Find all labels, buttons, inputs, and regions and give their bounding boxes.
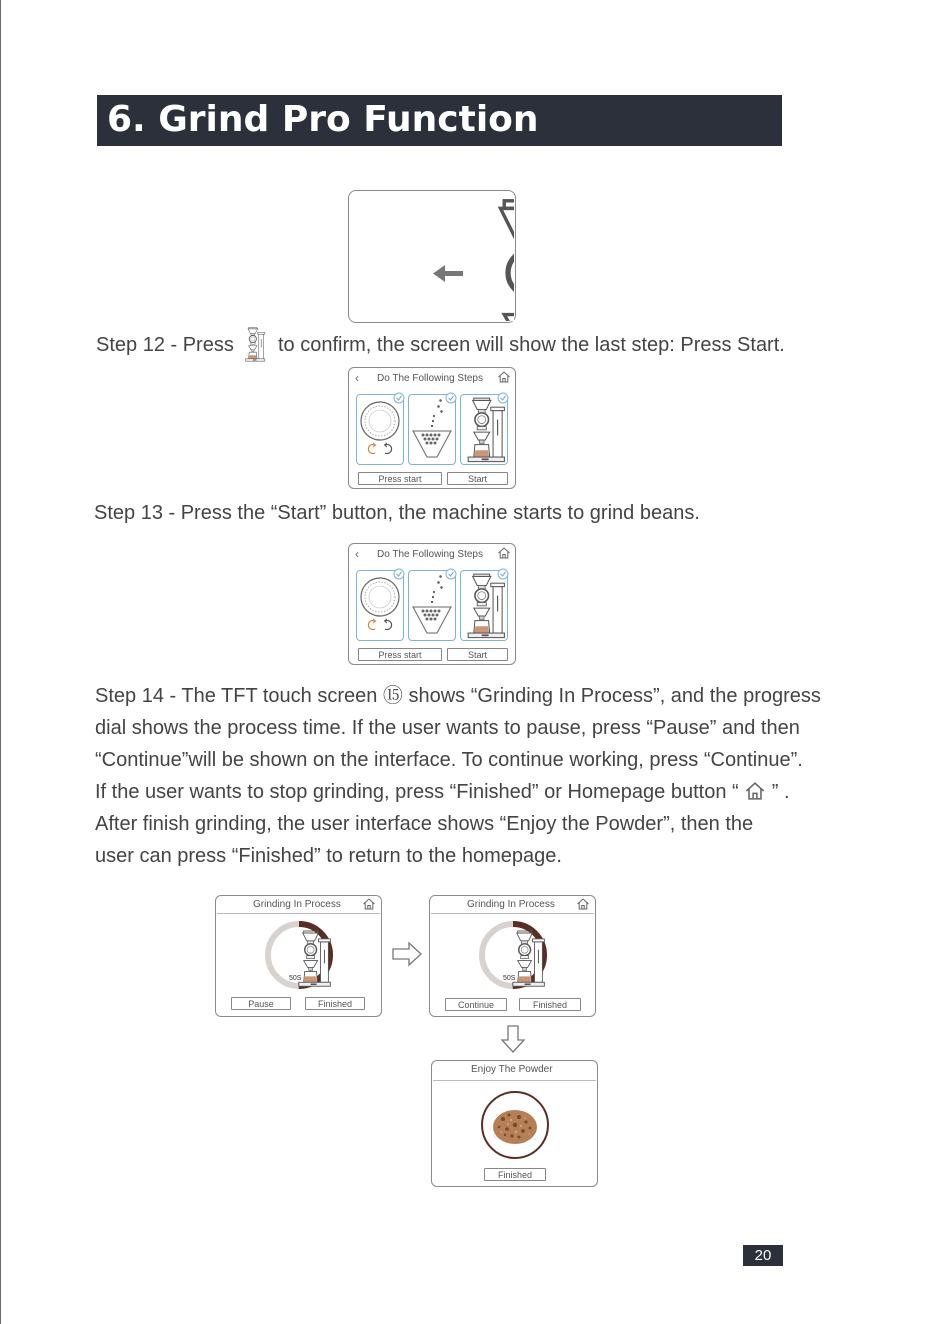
home-icon[interactable] [362,897,376,911]
page-left-rule [0,0,1,1324]
section-title: 6. Grind Pro Function [107,99,539,140]
grinding-title: Grinding In Process [467,899,555,910]
check-icon [497,568,509,580]
steps-screen-start [348,543,516,665]
grinding-title: Grinding In Process [253,899,341,910]
step-14-line-5: After finish grinding, the user interface shows “Enjoy the Powder”, then the [95,813,754,835]
start-button[interactable]: Start [447,648,508,661]
continue-button[interactable]: Continue [445,998,507,1011]
press-start-button[interactable]: Press start [358,472,442,485]
press-start-button[interactable]: Press start [358,648,442,661]
home-icon[interactable] [576,897,590,911]
grinding-screen-continue [429,895,596,1017]
step-14-text [95,680,821,872]
steps-screen-title: Do The Following Steps [377,373,483,384]
back-icon[interactable]: ‹ [355,371,359,385]
start-button[interactable]: Start [447,472,508,485]
step-12-after: to confirm, the screen will show the last step: Press Start. [277,334,785,356]
step-12-before: Step 12 - Press [96,334,234,356]
grinder-machine-icon [242,327,266,363]
step-14-line-6: user can press “Finished” to return to the homepage. [95,845,562,867]
home-icon [744,780,766,802]
check-icon [393,392,405,404]
step-panel-machine [460,570,508,641]
step-panel-dial [356,394,404,465]
check-icon [445,568,457,580]
page-number: 20 [754,1247,772,1264]
step-14-line-1: Step 14 - The TFT touch screen ⑮ shows “Grinding In Process”, and the progress [95,685,821,707]
arrow-down-icon [499,1024,527,1054]
step-14-line-4: If the user wants to stop grinding, press “Finished” or Homepage button “ [95,781,739,803]
back-icon[interactable]: ‹ [355,547,359,561]
page-number-box [743,1245,783,1266]
step-14-line-4-end: ” . [771,781,790,803]
step-13-text: Step 13 - Press the “Start” button, the machine starts to grind beans. [94,502,700,524]
steps-screen-title: Do The Following Steps [377,549,483,560]
grinding-time: 50S [503,975,516,982]
grinding-time: 50S [289,975,302,982]
finished-button[interactable]: Finished [484,1168,546,1181]
check-icon [497,392,509,404]
section-banner [97,95,782,146]
home-icon[interactable] [497,546,511,560]
step-14-line-2: dial shows the process time. If the user wants to pause, press “Pause” and then [95,717,800,739]
step-panel-beans [408,394,456,465]
coffee-powder-icon [479,1089,551,1161]
check-icon [393,568,405,580]
step-14-line-4-wrap [95,776,805,808]
home-icon[interactable] [497,370,511,384]
check-icon [445,392,457,404]
enjoy-title: Enjoy The Powder [471,1064,553,1075]
pause-button[interactable]: Pause [231,997,291,1010]
step-panel-machine [460,394,508,465]
finished-button[interactable]: Finished [305,997,365,1010]
enjoy-powder-screen [431,1060,598,1187]
arrow-right-icon [391,940,423,968]
pointer-arrow-icon [433,265,463,282]
grinding-screen-pause [215,895,382,1017]
machine-illustration [348,190,516,323]
step-panel-beans [408,570,456,641]
step-panel-dial [356,570,404,641]
step-14-line-3: “Continue”will be shown on the interface. To continue working, press “Continue”. [95,749,803,771]
steps-screen [348,367,516,489]
step-12-text [96,327,785,363]
finished-button[interactable]: Finished [519,998,581,1011]
